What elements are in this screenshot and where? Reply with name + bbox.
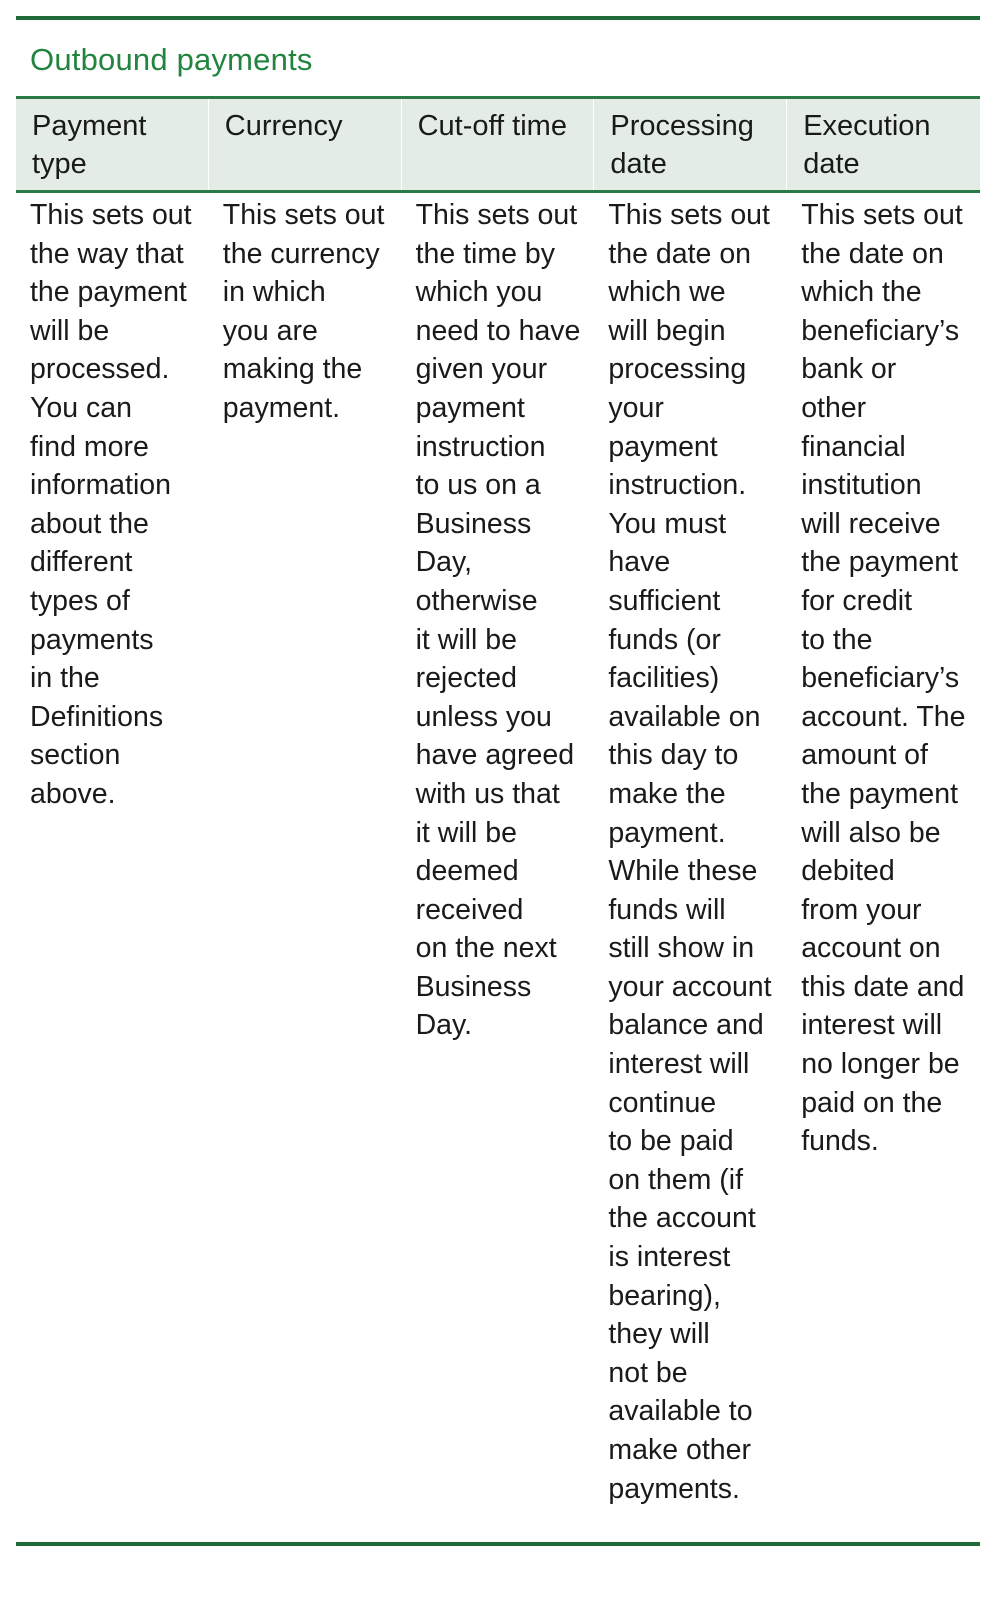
header-payment-type: Payment type [16,99,209,190]
table-row [16,193,980,1544]
header-cut-off-time: Cut-off time [402,99,595,190]
header-processing-date: Processing date [594,99,787,190]
header-currency: Currency [209,99,402,190]
table-header-row [16,96,980,193]
bottom-divider [16,1542,980,1546]
cell-execution-date: This sets out the date on which the beneficiary’s bank or other financial institution will receive the payment for credit to the beneficiary’s account. The amount of the payment will also be debited from your account on this date and interest will no longer be paid on the funds. [801,199,966,1158]
cell-processing-date: This sets out the date on which we will begin processing your payment instruction. You must have sufficient funds (or facilities) available on this day to make the payment. While these funds will still show in your account balance and interest will continue to be paid on them (if the account is interest bearing), they will not be available to make other payments. [608,199,772,1505]
cell-cut-off-time: This sets out the time by which you need to have given your payment instruction to us on a Business Day, otherwise it will be rejected unless you have agreed with us that it will be deemed received on the next Business Day. [415,199,581,1042]
document-page [16,16,980,1578]
top-divider [16,16,980,20]
header-execution-date: Execution date [803,110,931,180]
cell-payment-type: This sets out the way that the payment will be processed. You can find more information about the different types of payments in the Definitions section above. [30,199,192,810]
section-title: Outbound payments [30,42,313,77]
cell-currency: This sets out the currency in which you are making the payment. [222,199,385,424]
outbound-payments-table [16,96,980,1544]
